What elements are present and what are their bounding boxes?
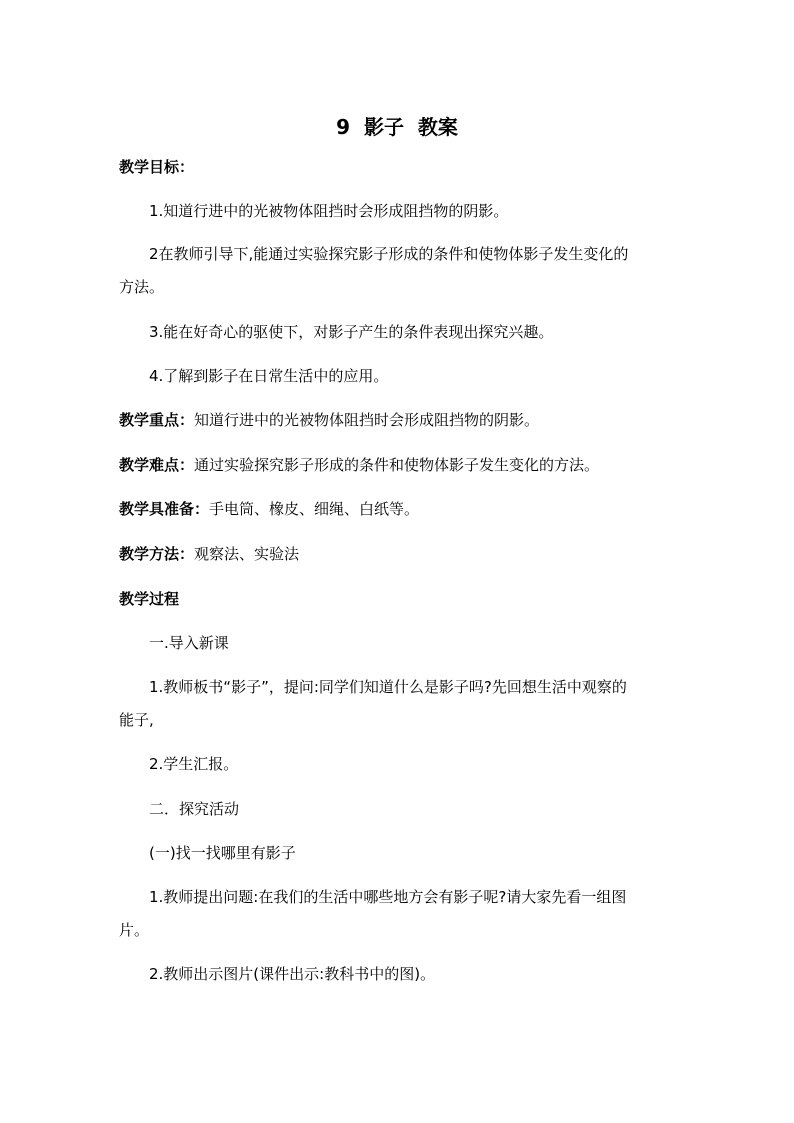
process-line-9: 2.教师出示图片(课件出示:教科书中的图)。: [149, 965, 436, 983]
process-line-6: (一)找一找哪里有影子: [149, 844, 296, 862]
key-point-text: 知道行进中的光被物体阻挡时会形成阻挡物的阴影。: [194, 411, 540, 429]
objectives-heading: 教学目标：: [119, 158, 195, 176]
process-heading: 教学过程: [119, 590, 180, 608]
key-point-label: 教学重点：: [119, 411, 195, 429]
process-line-3: 能子,: [119, 711, 154, 729]
process-line-2: 1.教师板书“影子”，提问:同学们知道什么是影子吗?先回想生活中观察的: [149, 678, 627, 696]
methods-text: 观察法、实验法: [194, 545, 300, 563]
methods-label: 教学方法：: [119, 545, 195, 563]
difficulty-line: [119, 453, 679, 477]
difficulty-label: 教学难点：: [119, 456, 195, 474]
methods-line: [119, 542, 679, 566]
objective-4: 4.了解到影子在日常生活中的应用。: [149, 367, 389, 385]
objective-1: 1.知道行进中的光被物体阻挡时会形成阻挡物的阴影。: [149, 202, 509, 220]
process-line-1: 一.导入新课: [149, 634, 229, 652]
preparation-text: 手电筒、橡皮、细绳、白纸等。: [209, 500, 420, 518]
objective-2-cont: 方法。: [119, 278, 165, 296]
objective-3: 3.能在好奇心的驱使下，对影子产生的条件表现出探究兴趣。: [149, 323, 554, 341]
preparation-line: [119, 497, 679, 521]
objective-2: 2在教师引导下,能通过实验探究影子形成的条件和使物体影子发生变化的: [149, 245, 629, 263]
key-point-line: [119, 408, 679, 432]
process-line-4: 2.学生汇报。: [149, 755, 239, 773]
preparation-label: 教学具准备：: [119, 500, 210, 518]
page-title: 9 影子 教案: [336, 115, 458, 139]
difficulty-text: 通过实验探究影子形成的条件和使物体影子发生变化的方法。: [194, 456, 600, 474]
process-line-7: 1.教师提出问题:在我们的生活中哪些地方会有影子呢?请大家先看一组图: [149, 888, 627, 906]
process-line-5: 二．探究活动: [149, 800, 240, 818]
process-line-8: 片。: [119, 921, 150, 939]
